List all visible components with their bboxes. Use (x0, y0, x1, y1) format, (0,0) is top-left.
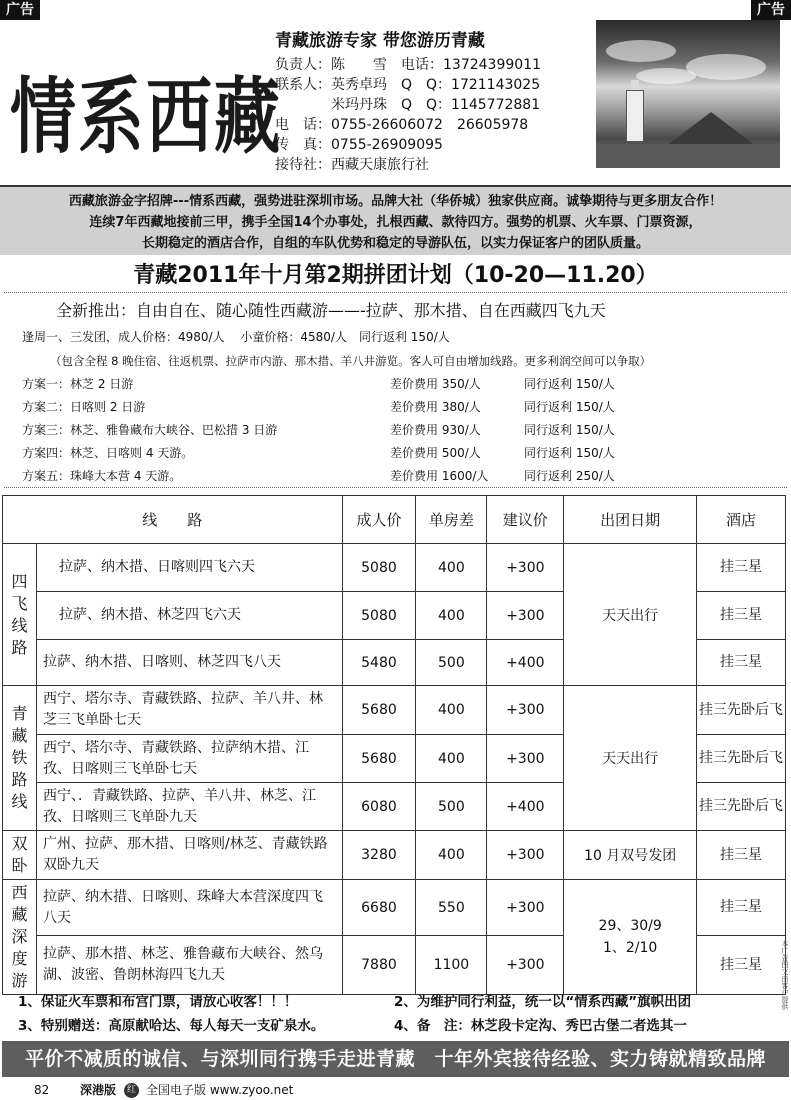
route-cell: 西宁、塔尔寺、青藏铁路、拉萨纳木措、江孜、日喀则三飞单卧七天 (36, 735, 342, 783)
note-item: 2、为维护同行利益，统一以“情系西藏”旗帜出团 (394, 994, 692, 1010)
intro-line: 长期稳定的酒店合作，自组的车队优势和稳定的导游队伍，以实力保证客户的团队质量。 (141, 236, 649, 251)
suggested-price: +300 (487, 592, 564, 640)
adult-price: 5680 (342, 686, 416, 735)
header-date: 出团日期 (564, 496, 697, 544)
date-line: 29、30/9 (598, 918, 662, 934)
adult-price: 6080 (342, 783, 416, 831)
plan-diff: 差价费用 380/人 (390, 400, 481, 414)
ad-tag-left: 广告 (0, 0, 40, 20)
plan-name: 方案五：珠峰大本营 4 天游。 (22, 469, 182, 483)
plan-diff: 差价费用 1600/人 (390, 469, 489, 483)
category-cell: 青藏铁路线 (3, 686, 37, 831)
plan-name: 方案二：日喀则 2 日游 (22, 400, 146, 414)
adult-price: 5680 (342, 735, 416, 783)
contact-block (275, 26, 595, 175)
plan-row (22, 373, 787, 396)
single-supplement: 550 (416, 880, 487, 936)
plan-diff: 差价费用 930/人 (390, 423, 481, 437)
contact-line: 米玛丹珠 Q Q：1145772881 (275, 97, 541, 113)
adult-price: 5480 (342, 640, 416, 686)
hotel-cell: 挂三星 (697, 544, 786, 592)
departure-date: 10 月双号发团 (564, 831, 697, 880)
single-supplement: 400 (416, 592, 487, 640)
suggested-price: +400 (487, 783, 564, 831)
contact-line: 传 真：0755-26909095 (275, 137, 443, 153)
single-supplement: 400 (416, 686, 487, 735)
single-supplement: 500 (416, 640, 487, 686)
header-suggest: 建议价 (487, 496, 564, 544)
note-item: 4、备 注：林芝段卡定沟、秀巴古堡二者选其一 (394, 1018, 687, 1034)
note-item: 3、特别赠送：高原献哈达、每人每天一支矿泉水。 (18, 1018, 325, 1034)
vertical-disclaimer: 本广告图文由客户提供 (781, 940, 789, 1010)
contact-line: 接待社：西藏天康旅行社 (275, 157, 429, 173)
route-cell: 拉萨、那木措、林芝、雅鲁藏布大峡谷、然乌湖、波密、鲁朗林海四飞九天 (36, 936, 342, 995)
plan-rebate: 同行返利 150/人 (524, 446, 615, 460)
hotel-cell: 挂三星 (697, 831, 786, 880)
single-supplement: 500 (416, 783, 487, 831)
plan-name: 方案一：林芝 2 日游 (22, 377, 134, 391)
advert-header (0, 20, 791, 173)
hotel-cell: 挂三星 (697, 936, 786, 995)
brand-title: 情系西藏 (10, 67, 282, 165)
notes-section (18, 990, 788, 1038)
category-cell: 双卧 (3, 831, 37, 880)
hotel-cell: 挂三星 (697, 592, 786, 640)
single-supplement: 400 (416, 544, 487, 592)
routes-table (2, 495, 786, 995)
tibet-landscape-photo (596, 20, 780, 168)
intro-line: 西藏旅游金字招牌---情系西藏，强势进驻深圳市场。品牌大社（华侨城）独家供应商。诚挚期待与更多朋友合作！ (68, 194, 723, 209)
route-cell: 西宁、塔尔寺、青藏铁路、拉萨、羊八井、林芝三飞单卧七天 (36, 686, 342, 735)
suggested-price: +300 (487, 735, 564, 783)
company-intro (0, 185, 791, 255)
options-price-line: 逢周一、三发团，成人价格：4980/人 小童价格：4580/人 同行返利 150/人 (22, 330, 450, 344)
slogan: 青藏旅游专家 带您游历青藏 (275, 31, 485, 51)
route-cell: 广州、拉萨、那木措、日喀则/林芝、青藏铁路双卧九天 (36, 831, 342, 880)
table-row (3, 686, 786, 735)
page-number: 82 (34, 1083, 50, 1097)
notes-row (18, 1014, 788, 1038)
contact-line: 联系人：英秀卓玛 Q Q：1721143025 (275, 77, 541, 93)
single-supplement: 1100 (416, 936, 487, 995)
suggested-price: +400 (487, 640, 564, 686)
bottom-banner: 平价不减质的诚信、与深圳同行携手走进青藏 十年外宾接待经验、实力铸就精致品牌 (2, 1041, 789, 1077)
page-footer (0, 1080, 791, 1100)
plan-diff: 差价费用 350/人 (390, 377, 481, 391)
plan-rebate: 同行返利 150/人 (524, 423, 615, 437)
notes-row (18, 990, 788, 1014)
plan-name: 方案四：林芝、日喀则 4 天游。 (22, 446, 194, 460)
adult-price: 6680 (342, 880, 416, 936)
table-row (3, 880, 786, 936)
suggested-price: +300 (487, 544, 564, 592)
header-hotel: 酒店 (697, 496, 786, 544)
intro-line: 连续7年西藏地接前三甲，携手全国14个办事处，扎根西藏、款待四方。强势的机票、火车票、门票资源， (89, 215, 702, 230)
contact-line: 负责人：陈 雪 电话：13724399011 (275, 57, 541, 73)
hotel-cell: 挂三星 (697, 880, 786, 936)
plan-row (22, 442, 787, 465)
options-headline: 全新推出：自由自在、随心随性西藏游——-拉萨、那木措、自在西藏四飞九天 (56, 301, 606, 320)
suggested-price: +300 (487, 936, 564, 995)
category-cell: 四飞线路 (3, 544, 37, 686)
route-cell: 拉萨、纳木措、林芝四飞六天 (36, 592, 342, 640)
plan-rebate: 同行返利 250/人 (524, 469, 615, 483)
table-row (3, 831, 786, 880)
hotel-cell: 挂三先卧后飞 (697, 735, 786, 783)
suggested-price: +300 (487, 880, 564, 936)
adult-price: 3280 (342, 831, 416, 880)
departure-date: 天天出行 (564, 544, 697, 686)
adult-price: 5080 (342, 592, 416, 640)
plan-row (22, 419, 787, 442)
contact-line: 电 话：0755-26606072 26605978 (275, 117, 529, 133)
plan-diff: 差价费用 500/人 (390, 446, 481, 460)
options-section (4, 292, 787, 488)
route-cell: 拉萨、纳木措、日喀则四飞六天 (36, 544, 342, 592)
suggested-price: +300 (487, 686, 564, 735)
table-header-row (3, 496, 786, 544)
plan-rebate: 同行返利 150/人 (524, 377, 615, 391)
adult-price: 7880 (342, 936, 416, 995)
plan-row (22, 396, 787, 419)
suggested-price: +300 (487, 831, 564, 880)
adult-price: 5080 (342, 544, 416, 592)
website-link[interactable]: 全国电子版 www.zyoo.net (146, 1083, 294, 1097)
plan-rebate: 同行返利 150/人 (524, 400, 615, 414)
hotel-cell: 挂三先卧后飞 (697, 686, 786, 735)
route-cell: 西宁、．青藏铁路、拉萨、羊八井、林芝、江孜、日喀则三飞单卧九天 (36, 783, 342, 831)
header-adult: 成人价 (342, 496, 416, 544)
hong-badge-icon: 红 (124, 1083, 139, 1098)
single-supplement: 400 (416, 831, 487, 880)
plan-title: 青藏2011年十月第2期拼团计划（10-20—11.20） (133, 263, 658, 288)
departure-date (564, 880, 697, 995)
date-line: 1、2/10 (602, 940, 658, 956)
ad-tag-right: 广告 (751, 0, 791, 20)
edition-label: 深港版 (80, 1083, 117, 1097)
route-cell: 拉萨、纳木措、日喀则、林芝四飞八天 (36, 640, 342, 686)
route-cell: 拉萨、纳木措、日喀则、珠峰大本营深度四飞八天 (36, 880, 342, 936)
note-item: 1、保证火车票和布宫门票，请放心收客！！！ (18, 994, 298, 1010)
table-row (3, 544, 786, 592)
options-note: （包含全程 8 晚住宿、往返机票、拉萨市内游、那木措、羊八井游览。客人可自由增加线路。更多利润空间可以争取） (50, 354, 652, 368)
departure-date: 天天出行 (564, 686, 697, 831)
single-supplement: 400 (416, 735, 487, 783)
plan-row (22, 465, 787, 488)
category-cell: 西藏深度游 (3, 880, 37, 995)
header-single: 单房差 (416, 496, 487, 544)
header-route: 线 路 (3, 496, 343, 544)
plan-name: 方案三：林芝、雅鲁藏布大峡谷、巴松措 3 日游 (22, 423, 278, 437)
hotel-cell: 挂三先卧后飞 (697, 783, 786, 831)
hotel-cell: 挂三星 (697, 640, 786, 686)
